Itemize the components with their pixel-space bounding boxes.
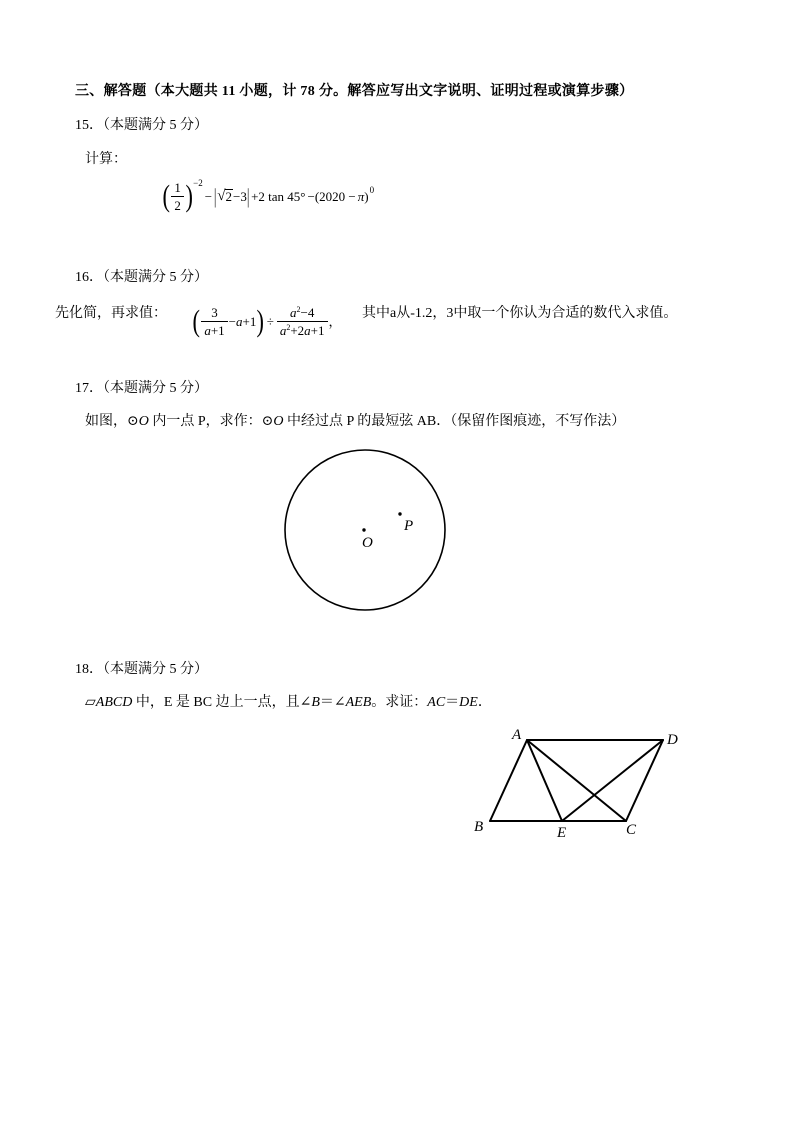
square-exponent: 2 <box>296 304 301 314</box>
variable-a: a <box>236 313 243 329</box>
minus-sign: − <box>204 188 213 204</box>
q16-formula <box>192 301 342 341</box>
text-segment: 中，E 是 BC 边上一点，且∠ <box>132 695 312 710</box>
text-segment-italic: B <box>311 695 320 710</box>
text-segment-italic: DE <box>459 695 478 710</box>
variable-a: a <box>290 304 297 320</box>
text-segment: ． <box>477 695 492 710</box>
last-term-open: −(2020 − <box>307 188 356 204</box>
abs-inner-tail: −3 <box>233 188 247 204</box>
trailing-comma: ， <box>328 313 342 329</box>
q18-heading: 18．（本题满分 5 分） <box>75 662 208 677</box>
vertex-label-c: C <box>626 822 637 838</box>
point-label: P <box>404 518 414 534</box>
q16-heading: 16．（本题满分 5 分） <box>75 270 208 285</box>
radicand: 2 <box>225 189 233 204</box>
q17-circle-figure <box>280 445 452 617</box>
zero-exponent: 0 <box>369 185 375 195</box>
pi-symbol: π <box>357 188 365 204</box>
variable-a: a <box>304 322 311 338</box>
radical-sign: √ <box>217 188 226 204</box>
variable-a: a <box>279 322 287 338</box>
q18-text <box>85 694 492 712</box>
q15-prompt: 计算： <box>85 152 127 167</box>
q15-heading: 15．（本题满分 5 分） <box>75 118 208 133</box>
q16-prompt: 先化简，再求值： <box>55 306 167 321</box>
square-exponent: 2 <box>286 322 291 332</box>
segment-ae <box>527 740 562 821</box>
close-paren: ) <box>185 178 193 213</box>
vertex-label-b: B <box>474 819 484 835</box>
q17-text <box>85 413 625 431</box>
text-segment: 。求证： <box>371 695 428 710</box>
open-paren: ( <box>162 178 170 213</box>
center-point-o <box>362 528 365 531</box>
close-paren: ) <box>256 303 265 338</box>
denominator-tail: +1 <box>310 322 325 338</box>
fraction-second <box>277 305 328 338</box>
fraction-numerator: 3 <box>201 305 227 322</box>
variable-a: a <box>204 322 211 338</box>
text-segment: ＝∠ <box>319 695 346 710</box>
fraction-first <box>201 305 227 338</box>
text-segment: ＝ <box>445 695 460 710</box>
text-segment: 内一点 P，求作：⊙ <box>148 414 274 429</box>
vertex-label-e: E <box>557 825 567 841</box>
text-segment-italic: ABCD <box>95 695 133 710</box>
q15-formula <box>162 177 374 215</box>
vertex-label-a: A <box>512 727 522 743</box>
text-segment-italic: O <box>273 414 284 429</box>
text-segment: 如图，⊙ <box>85 414 139 429</box>
open-paren: ( <box>192 303 200 338</box>
section-header: 三、解答题（本大题共 11 小题，计 78 分。解答应写出文字说明、证明过程或演算步骤） <box>75 84 634 99</box>
fraction-one-half <box>171 180 184 213</box>
middle-minus: − <box>228 313 237 329</box>
last-term-close: ) <box>364 188 369 204</box>
denominator-tail: +1 <box>210 322 225 338</box>
fraction-numerator: 1 <box>171 180 184 197</box>
text-segment: 中经过点 P 的最短弦 AB．（保留作图痕迹，不写作法） <box>283 414 626 429</box>
numerator-tail: −4 <box>300 304 315 320</box>
tan-term: +2 tan 45° <box>251 188 306 204</box>
center-label: O <box>362 535 373 551</box>
fraction-numerator <box>277 305 328 322</box>
text-segment-italic: AC <box>427 695 446 710</box>
figure-lines <box>490 740 663 821</box>
fraction-denominator <box>201 322 227 338</box>
divide-sign: ÷ <box>266 313 274 329</box>
abs-bar-left: | <box>214 184 217 208</box>
q17-heading: 17．（本题满分 5 分） <box>75 381 208 396</box>
q16-condition: 其中a从-1.2，3中取一个你认为合适的数代入求值。 <box>362 306 678 321</box>
fraction-denominator: 2 <box>174 197 181 213</box>
segment-dc <box>626 740 663 821</box>
exponent: −2 <box>193 178 203 188</box>
text-segment-italic: AEB <box>345 695 372 710</box>
text-segment-italic: O <box>138 414 149 429</box>
denominator-middle: +2 <box>290 322 305 338</box>
vertex-label-d: D <box>667 732 678 748</box>
segment-ab <box>490 740 527 821</box>
abs-bar-right: | <box>246 184 250 208</box>
q18-parallelogram-figure <box>468 724 690 842</box>
point-p <box>398 512 401 515</box>
middle-tail: +1 <box>242 313 257 329</box>
fraction-denominator <box>277 322 328 338</box>
parallelogram-symbol: ▱ <box>85 695 96 710</box>
